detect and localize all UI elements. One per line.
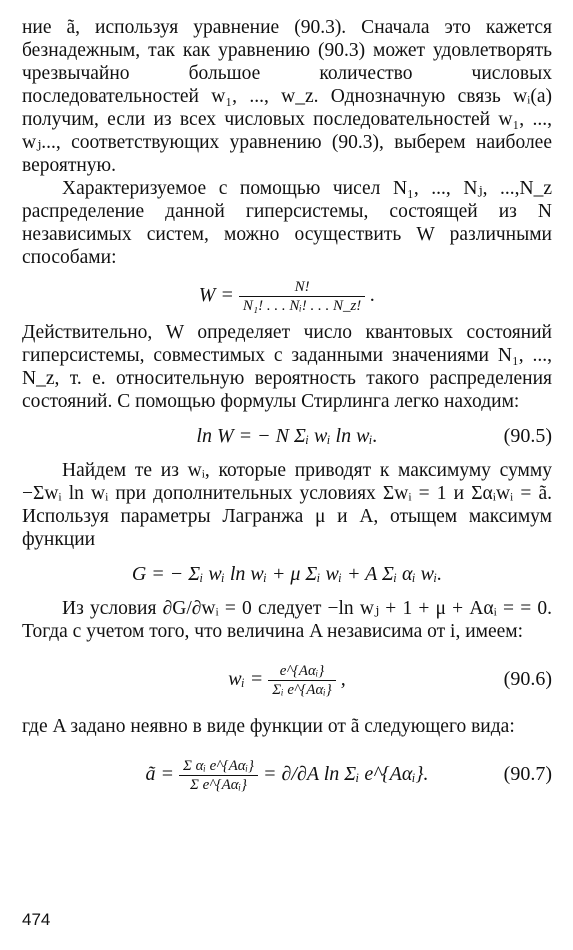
eq-a-lhs: ã = <box>145 763 174 785</box>
equation-W <box>22 269 552 321</box>
eq-W-fraction <box>239 278 365 315</box>
paragraph-2: Характеризуемое с помощью чисел N₁, ..., Nⱼ, ...,N_z распределение данной гиперсистемы, состоящей из N независимых систем, можно осуществить W различными способами: <box>22 178 552 268</box>
eq-wi-denominator: Σᵢ e^{Aαᵢ} <box>272 681 332 698</box>
eq-lnW-text: ln W = − N Σᵢ wᵢ ln wᵢ. <box>196 425 378 447</box>
eq-wi-numerator: e^{Aαᵢ} <box>268 662 335 681</box>
equation-lnW <box>22 413 552 459</box>
paragraph-4: Найдем те из wᵢ, которые приводят к максимуму сумму −Σwᵢ ln wᵢ при дополнительных условиях Σwᵢ = 1 и Σαᵢwᵢ = ã. Используя параметры Лагранжа μ и A, отыщем максимум функции <box>22 460 552 550</box>
eq-W-lhs: W = <box>198 284 234 306</box>
paragraph-1: ние ã, используя уравнение (90.3). Сначала это кажется безнадежным, так как уравнению (90.3) может удовлетворять чрезвычайно большое количество числовых последовательностей w₁, ..., w_z. Однозначную связь wᵢ(a) получим, если из всех числовых последовательностей w₁, ..., wⱼ..., соответствующих уравнению (90.3), выберем наиболее вероятную. <box>22 17 552 176</box>
eq-W-tail: . <box>370 284 376 306</box>
book-page <box>22 16 552 810</box>
eq-W-denominator: N₁! . . . Nᵢ! . . . N_z! <box>242 297 362 314</box>
eq-G-text: G = − Σᵢ wᵢ ln wᵢ + μ Σᵢ wᵢ + A Σᵢ αᵢ wᵢ. <box>131 563 443 585</box>
page-number: 474 <box>22 910 51 929</box>
paragraph-6: где A задано неявно в виде функции от ã следующего вида: <box>22 716 515 737</box>
equation-a <box>22 738 552 810</box>
eq-number-90-7: (90.7) <box>503 763 552 785</box>
eq-number-90-5: (90.5) <box>503 425 552 447</box>
eq-a-denominator: Σ e^{Aαᵢ} <box>189 776 248 793</box>
eq-wi-lhs: wᵢ = <box>228 668 264 690</box>
eq-wi-tail: , <box>340 668 346 690</box>
eq-a-tail: = ∂/∂A ln Σᵢ e^{Aαᵢ}. <box>263 763 429 785</box>
eq-a-numerator: Σ αᵢ e^{Aαᵢ} <box>179 757 258 776</box>
eq-a-fraction <box>179 757 258 794</box>
paragraph-5: Из условия ∂G/∂wᵢ = 0 следует −ln wⱼ + 1 + μ + Aαᵢ = = 0. Тогда с учетом того, что величина A независима от i, имеем: <box>22 598 552 642</box>
equation-wi <box>22 643 552 715</box>
eq-number-90-6: (90.6) <box>503 668 552 690</box>
equation-G <box>22 551 552 597</box>
paragraph-3: Действительно, W определяет число квантовых состояний гиперсистемы, совместимых с заданными значениями N₁, ..., N_z, т. е. относительную вероятность такого распределения состояний. С помощью формулы Стирлинга легко находим: <box>22 322 552 412</box>
eq-W-numerator: N! <box>239 278 365 297</box>
eq-wi-fraction <box>268 662 335 699</box>
